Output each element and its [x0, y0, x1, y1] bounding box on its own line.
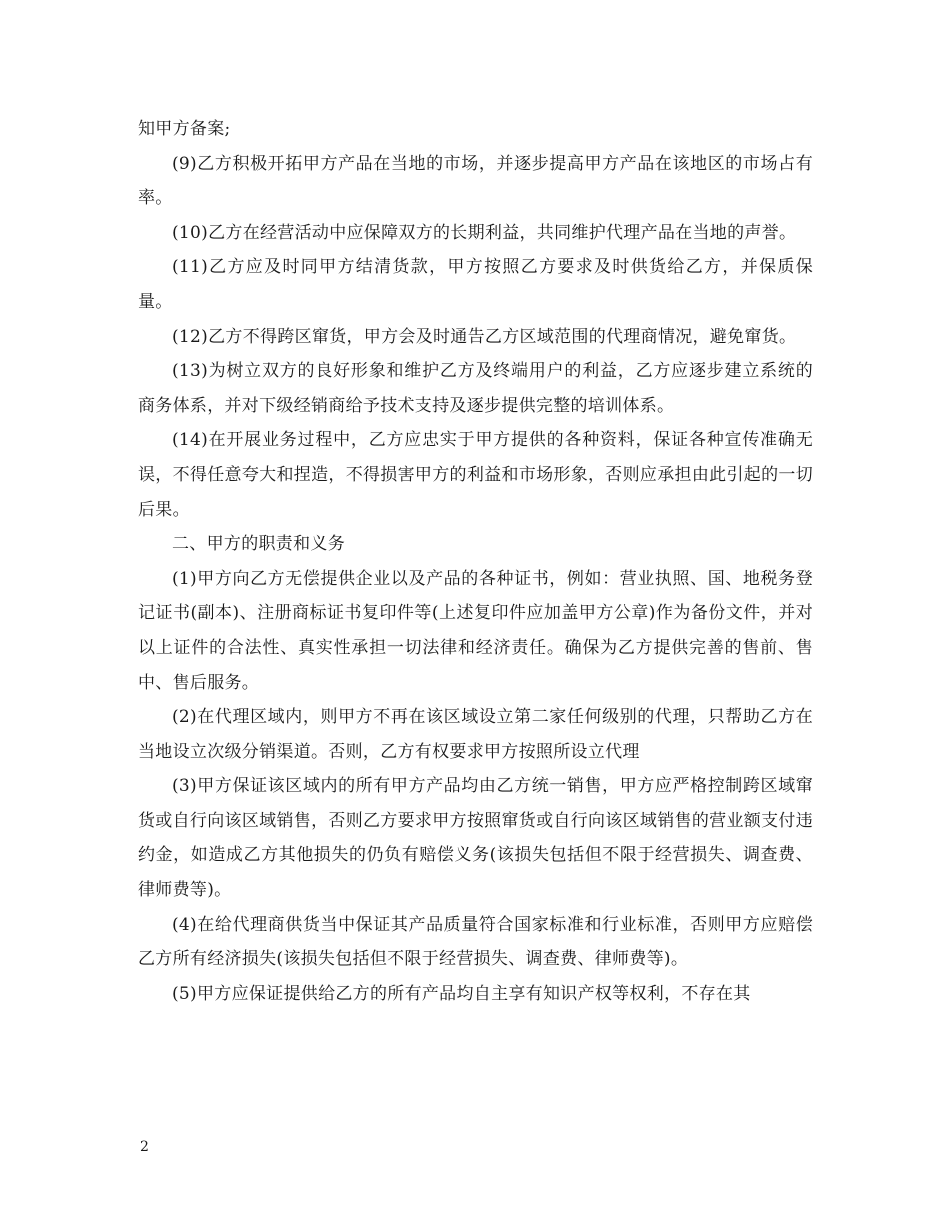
- clause-9: (9)乙方积极开拓甲方产品在当地的市场，并逐步提高甲方产品在该地区的市场占有率。: [138, 153, 813, 209]
- paragraph-continuation: 知甲方备案;: [138, 119, 231, 139]
- party-a-clause-2: (2)在代理区域内，则甲方不再在该区域设立第二家任何级别的代理，只帮助乙方在当地设立次级分销渠道。否则，乙方有权要求甲方按照所设立代理: [138, 707, 813, 762]
- clause-13: (13)为树立双方的良好形象和维护乙方及终端用户的利益，乙方应逐步建立系统的商务体系，并对下级经销商给予技术支持及逐步提供完整的培训体系。: [138, 361, 813, 416]
- clause-12: (12)乙方不得跨区窜货，甲方会及时通告乙方区域范围的代理商情况，避免窜货。: [172, 326, 797, 347]
- party-a-clause-5: (5)甲方应保证提供给乙方的所有产品均自主享有知识产权等权利，不存在其: [172, 983, 751, 1004]
- clause-11: (11)乙方应及时同甲方结清货款，甲方按照乙方要求及时供货给乙方，并保质保量。: [138, 257, 813, 312]
- clause-10: (10)乙方在经营活动中应保障双方的长期利益，共同维护代理产品在当地的声誉。: [172, 222, 797, 243]
- party-a-clause-1: (1)甲方向乙方无偿提供企业以及产品的各种证书，例如：营业执照、国、地税务登记证书(副本)、注册商标证书复印件等(上述复印件应加盖甲方公章)作为备份文件，并对以上证件的合法性、真实性承担一切法律和经济责任。确保为乙方提供完善的售前、售中、售后服务。: [138, 568, 813, 693]
- page-number: 2: [140, 1139, 149, 1155]
- party-a-clause-3: (3)甲方保证该区域内的所有甲方产品均由乙方统一销售，甲方应严格控制跨区域窜货或自行向该区域销售，否则乙方要求甲方按照窜货或自行向该区域销售的营业额支付违约金，如造成乙方其他损失的仍负有赔偿义务(该损失包括但不限于经营损失、调查费、律师费等)。: [138, 776, 813, 901]
- clause-14: (14)在开展业务过程中，乙方应忠实于甲方提供的各种资料，保证各种宣传准确无误，不得任意夸大和捏造，不得损害甲方的利益和市场形象，否则应承担由此引起的一切后果。: [138, 430, 813, 520]
- document-body: [138, 112, 813, 1011]
- party-a-clause-4: (4)在给代理商供货当中保证其产品质量符合国家标准和行业标准，否则甲方应赔偿乙方所有经济损失(该损失包括但不限于经营损失、调查费、律师费等)。: [138, 914, 813, 970]
- section-heading-party-a-duties: 二、甲方的职责和义务: [172, 534, 345, 555]
